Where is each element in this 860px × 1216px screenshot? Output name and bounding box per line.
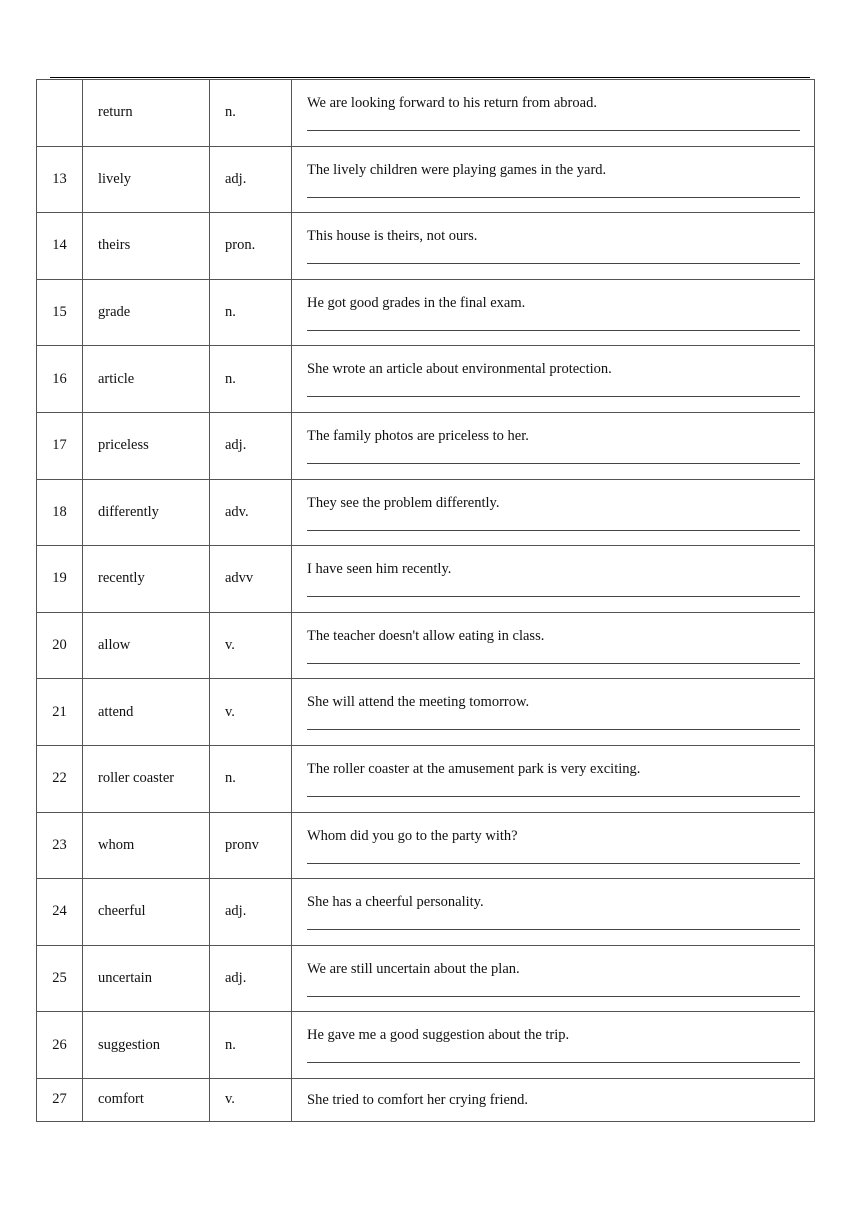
sentence-cell (292, 745, 815, 812)
sentence-cell (292, 479, 815, 546)
part-of-speech: adv. (210, 479, 292, 546)
table-row (37, 80, 815, 147)
row-number: 20 (37, 612, 83, 679)
part-of-speech: adj. (210, 945, 292, 1012)
sentence-cell (292, 146, 815, 213)
table-row (37, 146, 815, 213)
part-of-speech: pron. (210, 213, 292, 280)
vocab-word: roller coaster (83, 745, 210, 812)
table-row (37, 546, 815, 613)
sentence-cell (292, 80, 815, 147)
row-number: 23 (37, 812, 83, 879)
example-sentence: The roller coaster at the amusement park is very exciting. (307, 760, 641, 777)
part-of-speech: n. (210, 745, 292, 812)
part-of-speech: pronv (210, 812, 292, 879)
answer-line[interactable] (307, 197, 800, 198)
table-row (37, 1012, 815, 1079)
sentence-cell (292, 679, 815, 746)
vocab-word: recently (83, 546, 210, 613)
part-of-speech: n. (210, 80, 292, 147)
part-of-speech: v. (210, 679, 292, 746)
example-sentence: We are still uncertain about the plan. (307, 960, 520, 977)
row-number: 24 (37, 879, 83, 946)
row-number: 21 (37, 679, 83, 746)
vocab-word: lively (83, 146, 210, 213)
answer-line[interactable] (307, 263, 800, 264)
row-number: 15 (37, 279, 83, 346)
sentence-cell (292, 1078, 815, 1121)
table-row (37, 412, 815, 479)
part-of-speech: v. (210, 612, 292, 679)
vocab-word: grade (83, 279, 210, 346)
part-of-speech: adj. (210, 879, 292, 946)
answer-line[interactable] (307, 663, 800, 664)
answer-line[interactable] (307, 396, 800, 397)
example-sentence: She wrote an article about environmental protection. (307, 361, 612, 378)
vocab-word: allow (83, 612, 210, 679)
vocab-word: suggestion (83, 1012, 210, 1079)
part-of-speech: n. (210, 1012, 292, 1079)
vocab-word: uncertain (83, 945, 210, 1012)
sentence-cell (292, 945, 815, 1012)
table-row (37, 812, 815, 879)
sentence-cell (292, 279, 815, 346)
row-number: 13 (37, 146, 83, 213)
part-of-speech: adj. (210, 146, 292, 213)
part-of-speech: n. (210, 346, 292, 413)
sentence-cell (292, 1012, 815, 1079)
row-number: 26 (37, 1012, 83, 1079)
sentence-cell (292, 346, 815, 413)
vocab-word: whom (83, 812, 210, 879)
vocab-word: theirs (83, 213, 210, 280)
row-number: 18 (37, 479, 83, 546)
sentence-cell (292, 812, 815, 879)
vocab-word: cheerful (83, 879, 210, 946)
row-number: 14 (37, 213, 83, 280)
example-sentence: Whom did you go to the party with? (307, 827, 518, 844)
row-number: 25 (37, 945, 83, 1012)
example-sentence: The family photos are priceless to her. (307, 427, 529, 444)
example-sentence: She tried to comfort her crying friend. (307, 1091, 529, 1108)
table-row (37, 879, 815, 946)
table-row (37, 279, 815, 346)
table-row (37, 346, 815, 413)
answer-line[interactable] (307, 530, 800, 531)
example-sentence: We are looking forward to his return from abroad. (307, 95, 597, 111)
table-row (37, 745, 815, 812)
example-sentence: She will attend the meeting tomorrow. (307, 694, 530, 711)
answer-line[interactable] (307, 463, 800, 464)
table-row (37, 945, 815, 1012)
sentence-cell (292, 879, 815, 946)
row-number: 22 (37, 745, 83, 812)
answer-line[interactable] (307, 130, 800, 131)
example-sentence: The teacher doesn't allow eating in class. (307, 627, 545, 644)
example-sentence: The lively children were playing games in the yard. (307, 161, 607, 178)
sentence-cell (292, 612, 815, 679)
table-row (37, 679, 815, 746)
table-row (37, 213, 815, 280)
sentence-cell (292, 546, 815, 613)
vocab-word: return (83, 80, 210, 147)
vocab-word: article (83, 346, 210, 413)
vocab-word: priceless (83, 412, 210, 479)
example-sentence: He gave me a good suggestion about the trip. (307, 1027, 570, 1044)
table-row (37, 479, 815, 546)
answer-line[interactable] (307, 729, 800, 730)
answer-line[interactable] (307, 863, 800, 864)
example-sentence: This house is theirs, not ours. (307, 228, 478, 245)
row-number: 16 (37, 346, 83, 413)
answer-line[interactable] (307, 596, 800, 597)
part-of-speech: adj. (210, 412, 292, 479)
answer-line[interactable] (307, 330, 800, 331)
row-number (37, 80, 83, 147)
header-rule (50, 77, 810, 78)
answer-line[interactable] (307, 796, 800, 797)
row-number: 19 (37, 546, 83, 613)
example-sentence: She has a cheerful personality. (307, 894, 484, 911)
vocab-word: attend (83, 679, 210, 746)
answer-line[interactable] (307, 996, 800, 997)
answer-line[interactable] (307, 929, 800, 930)
table-row (37, 1078, 815, 1121)
part-of-speech: n. (210, 279, 292, 346)
vocab-word: differently (83, 479, 210, 546)
part-of-speech: v. (210, 1078, 292, 1121)
row-number: 27 (37, 1078, 83, 1121)
example-sentence: I have seen him recently. (307, 561, 452, 578)
vocabulary-table (36, 79, 815, 1122)
answer-line[interactable] (307, 1062, 800, 1063)
sentence-cell (292, 213, 815, 280)
vocab-word: comfort (83, 1078, 210, 1121)
table-row (37, 612, 815, 679)
example-sentence: He got good grades in the final exam. (307, 294, 526, 311)
sentence-cell (292, 412, 815, 479)
example-sentence: They see the problem differently. (307, 494, 500, 511)
row-number: 17 (37, 412, 83, 479)
part-of-speech: advv (210, 546, 292, 613)
